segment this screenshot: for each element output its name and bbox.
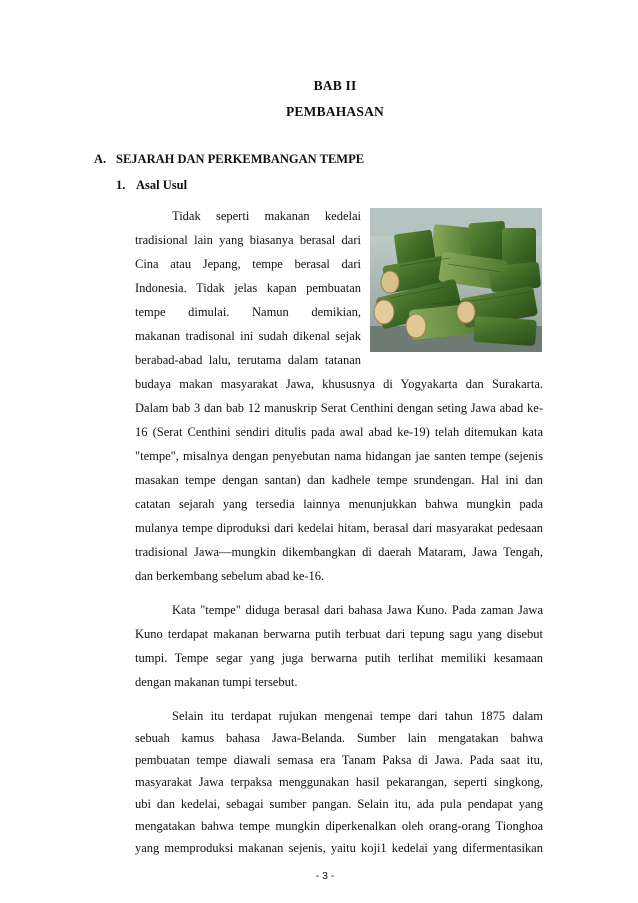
paragraph-1-line-5: tempe dimulai. Namun demikian,: [135, 305, 361, 319]
page-number: - 3 -: [315, 870, 335, 882]
paragraph-2-line-4: dengan makanan tumpi tersebut.: [135, 675, 298, 689]
paragraph-1-line-9: Dalam bab 3 dan bab 12 manuskrip Serat Centhini dengan seting Jawa abad ke-: [135, 401, 543, 415]
paragraph-2-line-3: tumpi. Tempe segar yang juga berwarna putih terlihat memiliki kesamaan: [135, 651, 543, 665]
tempe-photo: [370, 208, 542, 352]
paragraph-1-line-6: makanan tradisonal ini sudah dikenal sejak: [135, 329, 361, 343]
paragraph-3-line-5: ubi dan kedelai, sebagai sumber pangan. Selain itu, ada pula pendapat yang: [135, 797, 543, 811]
paragraph-3-line-1: Selain itu terdapat rujukan mengenai tempe dari tahun 1875 dalam: [172, 709, 543, 723]
paragraph-1-line-11: "tempe", misalnya dengan penyebutan nama hidangan jae santen tempe (sejenis: [135, 449, 543, 463]
chapter-number: BAB II: [313, 78, 357, 93]
paragraph-1-line-1: Tidak seperti makanan kedelai: [172, 209, 361, 223]
subsection-heading: [116, 178, 187, 193]
chapter-title: PEMBAHASAN: [285, 104, 384, 119]
tempe-wrapped-in-leaves-icon: [370, 208, 542, 352]
paragraph-1-line-4: Indonesia. Tidak jelas kapan pembuatan: [135, 281, 361, 295]
paragraph-1-line-12: masakan tempe dengan santan) dan kadhele tempe srundengan. Hal ini dan: [135, 473, 543, 487]
paragraph-1-line-13: catatan sejarah yang tersedia lainnya menunjukkan bahwa mungkin pada: [135, 497, 543, 511]
paragraph-1-line-15: tradisional Jawa—mungkin dikembangkan di daerah Mataram, Jawa Tengah,: [135, 545, 543, 559]
paragraph-3-line-4: masyarakat Jawa terpaksa menggunakan hasil pekarangan, seperti singkong,: [135, 775, 543, 789]
paragraph-1-line-3: Cina atau Jepang, tempe berasal dari: [135, 257, 361, 271]
section-heading: [94, 152, 364, 167]
paragraph-1-line-16: dan berkembang sebelum abad ke-16.: [135, 569, 325, 583]
paragraph-3-line-3: pembuatan tempe diawali semasa era Tanam Paksa di Jawa. Pada saat itu,: [135, 753, 543, 767]
paragraph-3-line-7: yang memproduksi makanan sejenis, yaitu koji1 kedelai yang difermentasikan: [135, 841, 543, 855]
paragraph-3-line-6: mengatakan bahwa tempe mungkin diperkenalkan oleh orang-orang Tionghoa: [135, 819, 543, 833]
paragraph-1-line-10: 16 (Serat Centhini sendiri ditulis pada awal abad ke-19) telah ditemukan kata: [135, 425, 543, 439]
paragraph-1-line-7: berabad-abad lalu, terutama dalam tatanan: [135, 353, 361, 367]
section-title: SEJARAH DAN PERKEMBANGAN TEMPE: [116, 152, 365, 166]
paragraph-3-line-2: sebuah kamus bahasa Jawa-Belanda. Sumber lain mengatakan bahwa: [135, 731, 543, 745]
paragraph-1-line-14: mulanya tempe diproduksi dari kedelai hitam, berasal dari masyarakat pedesaan: [135, 521, 543, 535]
paragraph-1-line-2: tradisional lain yang biasanya berasal dari: [135, 233, 361, 247]
paragraph-2-line-1: Kata "tempe" diduga berasal dari bahasa Jawa Kuno. Pada zaman Jawa: [172, 603, 543, 617]
subsection-title: Asal Usul: [136, 178, 188, 192]
subsection-number: 1.: [116, 178, 126, 192]
paragraph-1-line-8: budaya makan masyarakat Jawa, khususnya di Yogyakarta dan Surakarta.: [135, 377, 543, 391]
paragraph-2-line-2: Kuno terdapat makanan berwarna putih terbuat dari tepung sagu yang disebut: [135, 627, 543, 641]
section-number: A.: [94, 152, 107, 166]
